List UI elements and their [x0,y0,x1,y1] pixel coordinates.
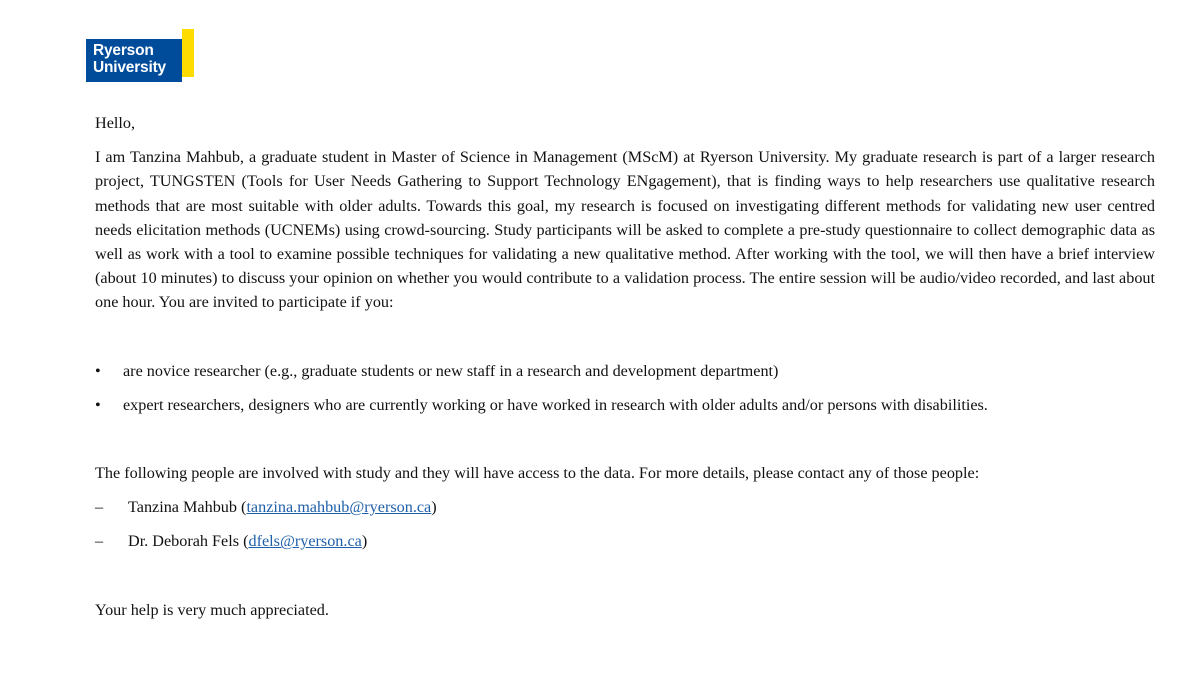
logo-line-1: Ryerson [93,42,154,59]
paren-open: ( [241,498,247,517]
greeting: Hello, [95,114,136,132]
email-link[interactable]: dfels@ryerson.ca [248,532,362,551]
contact-item [95,529,1155,553]
dash-mark: – [95,532,104,551]
email-link[interactable]: tanzina.mahbub@ryerson.ca [246,498,432,517]
list-item [95,359,1155,383]
intro-paragraph: I am Tanzina Mahbub, a graduate student in Master of Science in Management (MScM) at Ryerson University. My graduate research is part of a larger research project, TUNGSTEN (Tools for User Needs Gathering to Support Technology ENgagement), that is finding ways to help researchers use qualitative research methods that are most suitable with older adults. Towards this goal, my research is focused on investigating different methods for validating new user centred needs elicitation methods (UCNEMs) using crowd-sourcing. Study participants will be asked to complete a pre-study questionnaire to collect demographic data as well as work with a tool to examine possible techniques for validating a new qualitative method. After working with the tool, we will then have a brief interview (about 10 minutes) to discuss your opinion on whether you would contribute to a validation process. The entire session will be audio/video recorded, and last about one hour. You are invited to participate if you: [95,148,1155,312]
eligibility-list [95,359,1155,417]
bullet-mark: • [95,395,101,414]
paren-open: ( [243,532,249,551]
contact-name: Dr. Deborah Fels [128,532,240,551]
paren-close: ) [361,532,368,551]
logo-line-2: University [93,59,166,76]
contacts-intro: The following people are involved with study and they will have access to the data. For more details, please contact any of those people: [95,464,980,483]
contact-item [95,495,1155,519]
contact-name: Tanzina Mahbub [128,498,237,517]
logo-yellow-bar [182,29,194,77]
bullet-mark: • [95,361,101,380]
list-item-text: are novice researcher (e.g., graduate students or new staff in a research and development department) [123,361,779,380]
dash-mark: – [95,498,104,517]
list-item-text: expert researchers, designers who are currently working or have worked in research with older adults and/or persons with disabilities. [123,395,988,414]
letter-body [95,111,1155,622]
paren-close: ) [431,498,437,517]
list-item [95,393,1155,417]
logo-wordmark [93,42,166,76]
closing-line: Your help is very much appreciated. [95,600,329,619]
contacts-list [95,495,1155,553]
ryerson-university-logo [86,29,194,82]
